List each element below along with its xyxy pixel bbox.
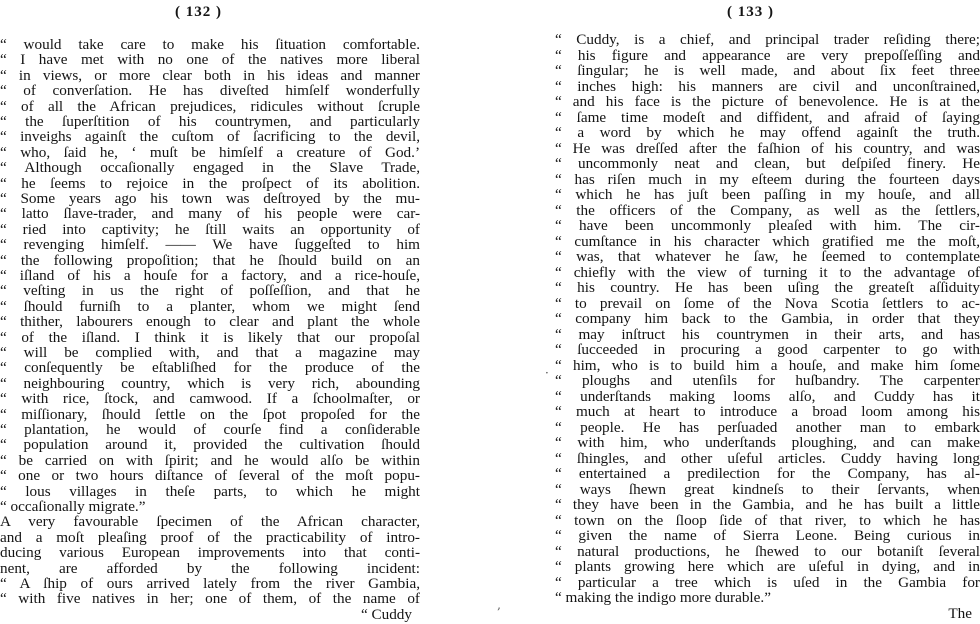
text-line: “ ſucceeded in procuring a good carpenter to go with xyxy=(555,341,980,358)
text-line: “ people. He has perſuaded another man to embark xyxy=(555,418,980,436)
text-line: “ A ſhip of ours arrived lately from the river Gambia, xyxy=(0,575,420,592)
text-line: “ He was dreſſed after the faſhion of his country, and was xyxy=(555,139,980,157)
text-line: “ thither, labourers enough to clear and plant the whole xyxy=(0,313,420,331)
text-line: nent, are afforded by the following incident: xyxy=(0,559,420,577)
text-line: “ will be complied with, and that a magazine may xyxy=(0,344,420,361)
text-line: “ neighbouring country, which is very rich, abounding xyxy=(0,374,420,392)
right-page xyxy=(555,0,980,622)
text-line: “ be carried on with ſpirit; and he would alſo be within xyxy=(0,451,420,469)
text-line: “ ſhingles, and other uſeful articles. Cuddy having long xyxy=(555,449,980,467)
text-line: “ to prevail on ſome of the Nova Scotia ſettlers to ac- xyxy=(555,294,980,312)
text-line: “ with him, who underſtands ploughing, and can make xyxy=(555,434,980,451)
text-line: “ inches high: his manners are civil and unconſtrained, xyxy=(555,77,980,95)
text-line: “ him, who is to build him a houſe, and make him ſome xyxy=(555,356,980,374)
text-line: “ his figure and appearance are very prepoſſeſſing and xyxy=(555,46,980,64)
text-line: “ entertained a predilection for the Company, has al- xyxy=(555,465,980,482)
text-line: “ was, that whatever he ſaw, he ſeemed to contemplate xyxy=(555,248,980,265)
text-line: “ plants growing here which are uſeful in dying, and in xyxy=(555,558,980,575)
text-line: “ company him back to the Gambia, in order that they xyxy=(555,310,980,327)
text-line: “ occaſionally migrate.” xyxy=(0,498,146,515)
stray-mark: · xyxy=(545,366,549,380)
text-line: “ who, ſaid he, ‘ muſt be himſelf a creature of God.’ xyxy=(0,143,420,161)
text-line: “ Cuddy, is a chief, and principal trader reſiding there; xyxy=(555,31,980,48)
text-line: “ the ſuperſtition of his countrymen, and particularly xyxy=(0,113,420,130)
text-line: “ which he has juſt been paſſing in my houſe, and all xyxy=(555,186,980,203)
text-line: “ ried into captivity; he ſtill waits an opportunity of xyxy=(0,220,420,238)
text-line: “ lous villages in theſe parts, to which he might xyxy=(0,482,420,500)
text-line: “ underſtands making looms alſo, and Cuddy has it xyxy=(555,387,980,405)
text-line: “ of converſation. He has diveſted himſelf wonderfully xyxy=(0,82,420,100)
text-line: “ in views, or more clear both in his ideas and manner xyxy=(0,66,420,84)
text-line: “ has riſen much in my eſteem during the fourteen days xyxy=(555,170,980,188)
text-line: “ population around it, provided the cultivation ſhould xyxy=(0,436,420,454)
text-line: “ Some years ago his town was deſtroyed by the mu- xyxy=(0,190,420,207)
text-line: “ ploughs and utenſils for huſbandry. The carpenter xyxy=(555,372,980,389)
text-line: “ inveighs againſt the cuſtom of ſacrificing to the devil, xyxy=(0,128,420,146)
text-line: “ have been uncommonly pleaſed with him. The cir- xyxy=(555,217,980,234)
text-line: “ conſequently be eſtabliſhed for the produce of the xyxy=(0,359,420,377)
text-line: “ chiefly with the view of turning it to the advantage of xyxy=(555,263,980,281)
text-line: “ a word by which he may offend againſt the truth. xyxy=(555,124,980,141)
text-line: “ latto ſlave-trader, and many of his people were car- xyxy=(0,205,420,223)
text-line: “ may inſtruct his countrymen in their arts, and has xyxy=(555,325,980,343)
text-line: “ miſſionary, ſhould ſettle on the ſpot propoſed for the xyxy=(0,405,420,423)
text-line: “ he ſeems to rejoice in the proſpect of its abolition. xyxy=(0,174,420,192)
text-line: “ cumſtance in his character which gratified me the moſt, xyxy=(555,232,980,250)
text-line: “ the following propoſition; that he ſhould build on an xyxy=(0,251,420,269)
text-line: “ revenging himſelf. —— We have ſuggeſted to him xyxy=(0,236,420,254)
text-line: “ plantation, he would of courſe find a conſiderable xyxy=(0,421,420,438)
text-line: “ they have been in the Gambia, and he has built a little xyxy=(555,496,980,513)
text-line: “ with five natives in her; one of them, of the name of xyxy=(0,590,420,608)
text-line: “ and his face is the picture of benevolence. He is at the xyxy=(555,93,980,110)
text-line: “ given the name of Sierra Leone. Being curious in xyxy=(555,527,980,544)
text-line: “ ſame time modeſt and diffident, and afraid of ſaying xyxy=(555,108,980,126)
text-line: “ much at heart to introduce a broad loom among his xyxy=(555,403,980,420)
text-line: “ with rice, ſtock, and camwood. If a ſchoolmaſter, or xyxy=(0,390,420,408)
text-line: “ of the iſland. I think it is likely that our propoſal xyxy=(0,328,420,346)
text-line: “ ſingular; he is well made, and about ſix feet three xyxy=(555,62,980,79)
text-line: The xyxy=(948,604,972,622)
page-number: ( 133 ) xyxy=(727,4,774,20)
text-line: “ Although occaſionally engaged in the Slave Trade, xyxy=(0,159,420,177)
text-line: “ town on the ſloop ſide of that river, to which he has xyxy=(555,511,980,529)
text-line: “ veſting in us the right of poſſeſſion, and that he xyxy=(0,282,420,300)
text-line: “ would take care to make his ſituation comfortable. xyxy=(0,36,420,53)
stray-mark: ‚ xyxy=(497,598,501,612)
text-line: “ uncommonly neat and clean, but deſpiſed finery. He xyxy=(555,155,980,172)
text-line: “ ways ſhewn great kindneſs to their ſervants, when xyxy=(555,480,980,498)
text-line: “ natural productions, he ſhewed to our botaniſt ſeveral xyxy=(555,542,980,560)
text-line: “ of all the African prejudices, ridicules without ſcruple xyxy=(0,97,420,115)
text-line: “ the officers of the Company, as well as the ſettlers, xyxy=(555,201,980,219)
text-line: ducing various European improvements into that conti- xyxy=(0,544,420,562)
text-line: “ making the indigo more durable.” xyxy=(555,589,771,606)
text-line: “ particular a tree which is uſed in the Gambia for xyxy=(555,573,980,591)
text-line: “ Cuddy xyxy=(360,605,412,623)
text-line: “ one or two hours diſtance of ſeveral of the moſt popu- xyxy=(0,467,420,485)
text-line: and a moſt pleaſing proof of the practicability of intro- xyxy=(0,528,420,546)
text-line: “ iſland of his a houſe for a factory, and a rice-houſe, xyxy=(0,267,420,284)
left-page xyxy=(0,0,420,623)
text-line: “ his country. He has been uſing the greateſt aſſiduity xyxy=(555,279,980,296)
text-line: “ ſhould furniſh to a planter, whom we might ſend xyxy=(0,297,420,315)
text-line: “ I have met with no one of the natives more liberal xyxy=(0,51,420,69)
page-number: ( 132 ) xyxy=(175,4,222,20)
text-line: A very favourable ſpecimen of the African character, xyxy=(0,513,420,531)
